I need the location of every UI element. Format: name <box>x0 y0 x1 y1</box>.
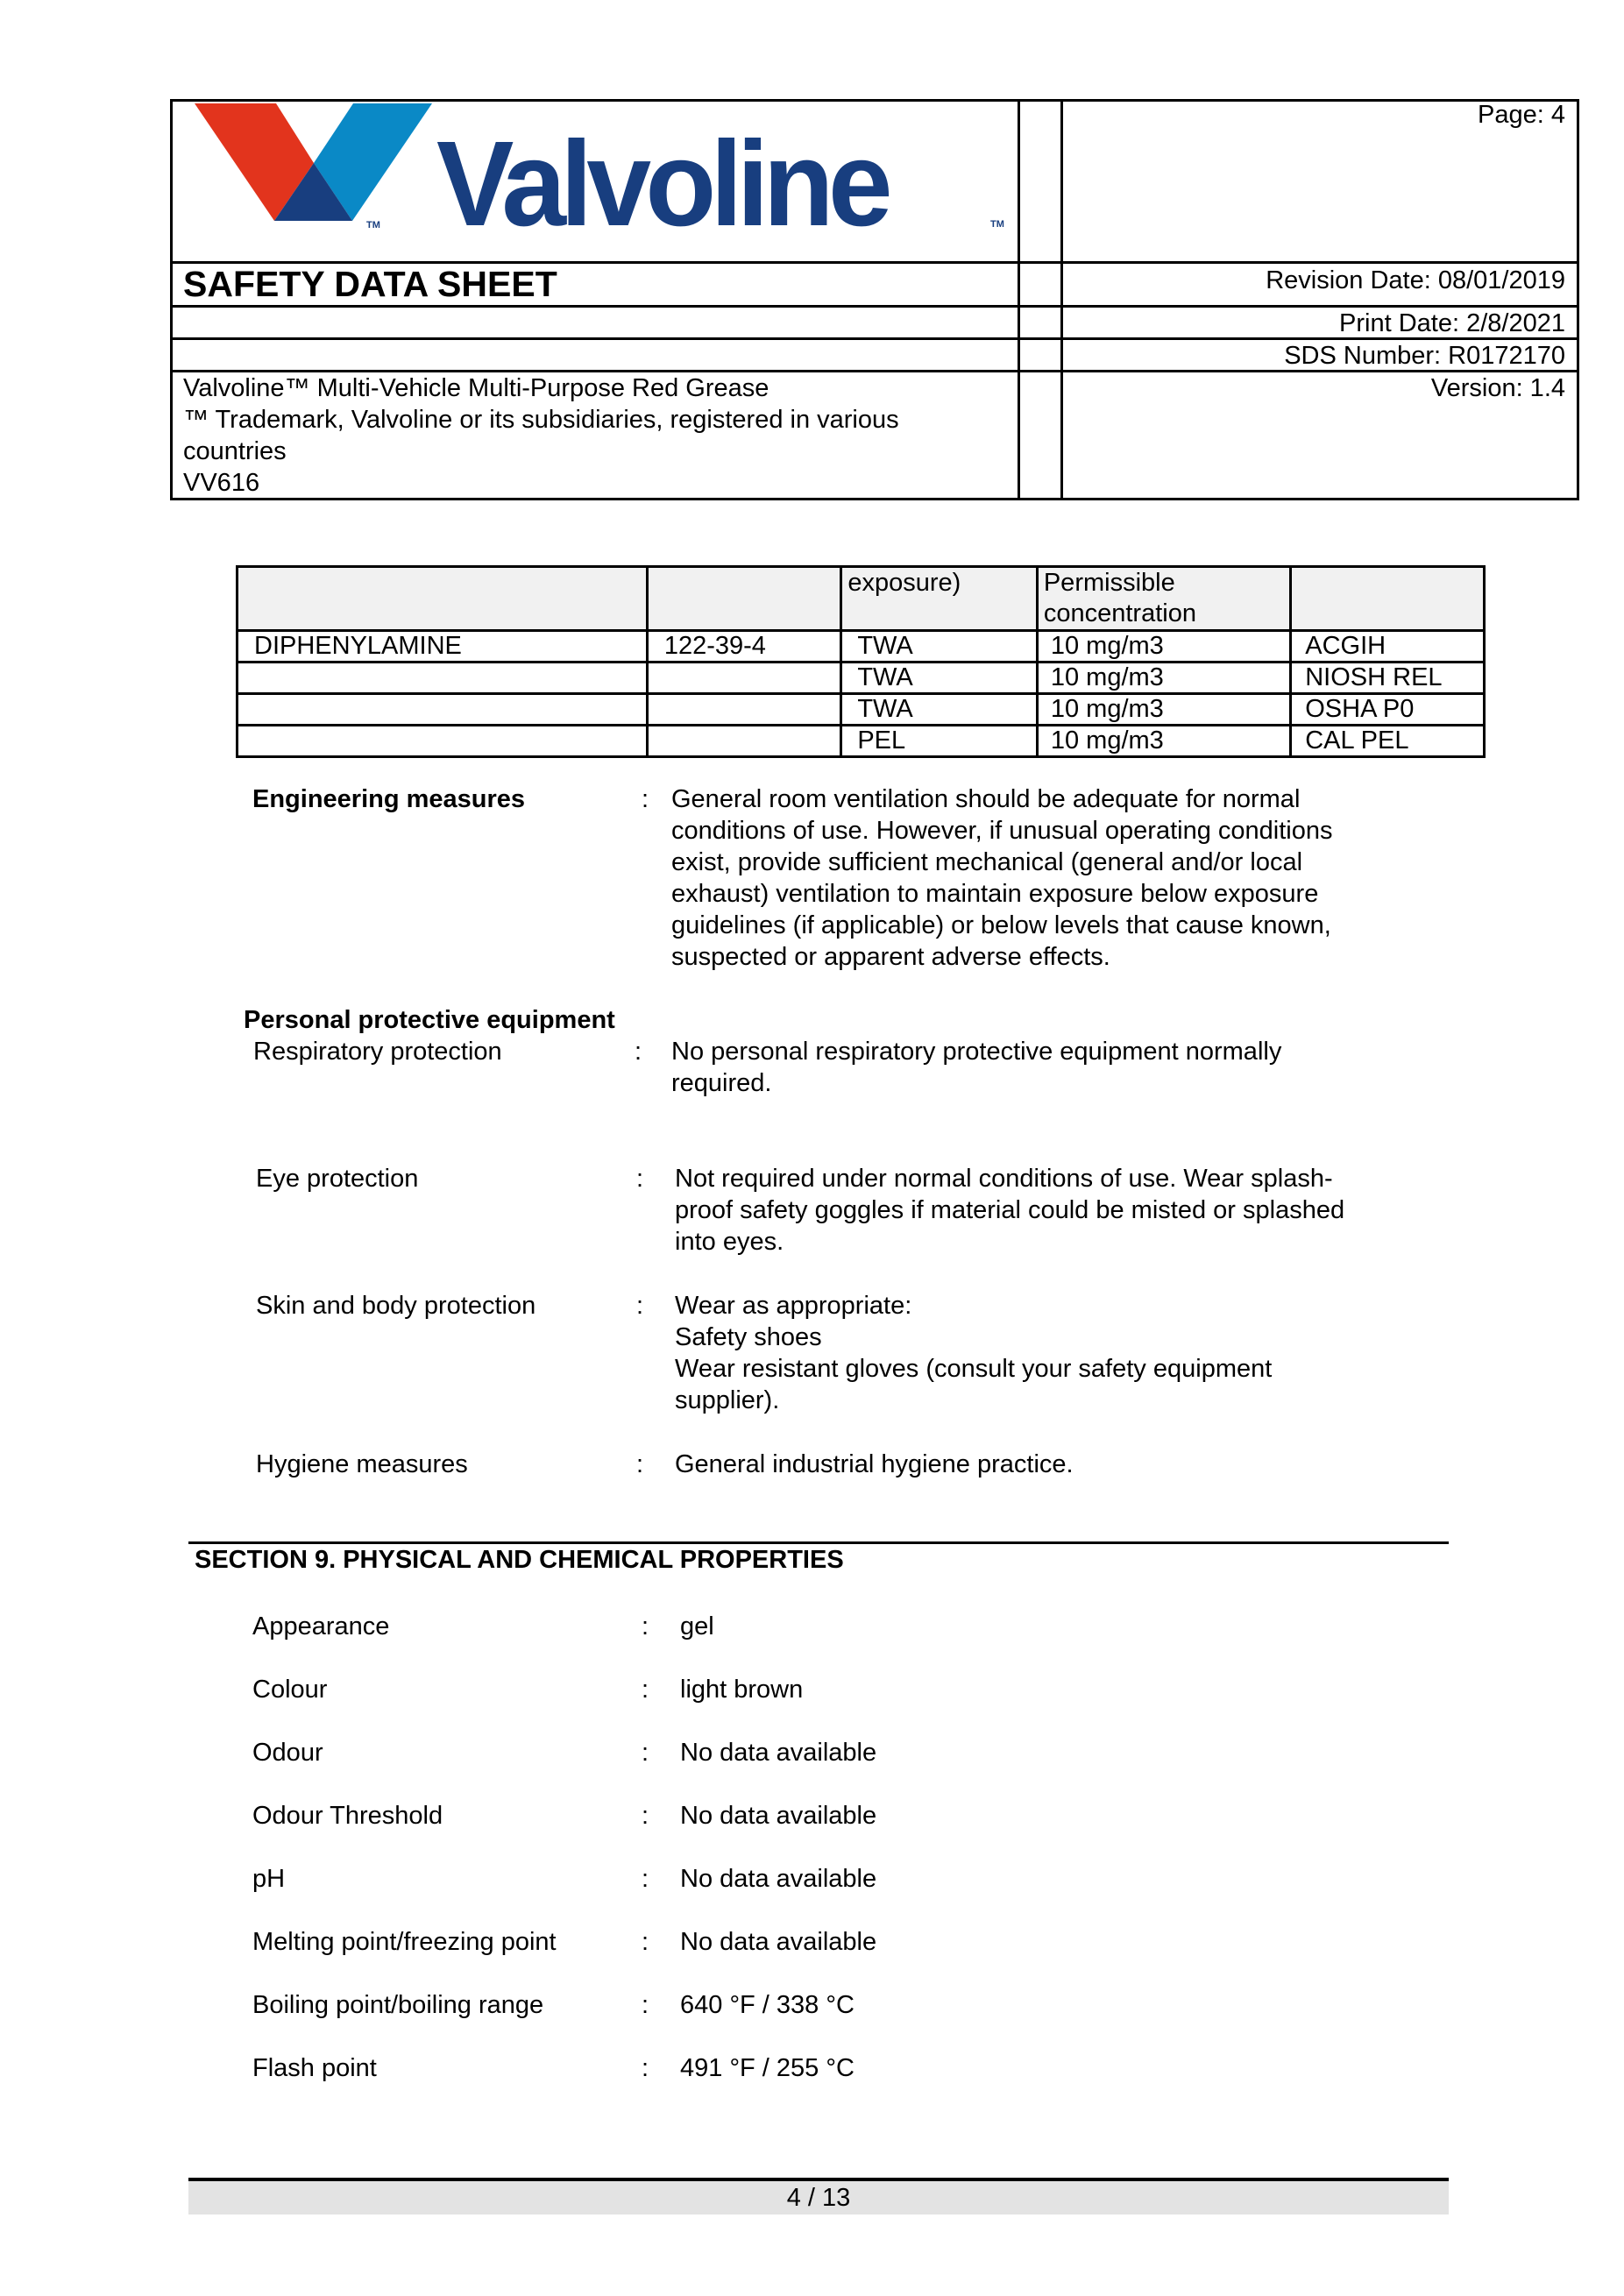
wordmark-tm: TM <box>990 219 1004 230</box>
header-cell-cas <box>647 567 841 631</box>
revision-date: Revision Date: 08/01/2019 <box>1266 266 1565 294</box>
header-divider-vertical-2 <box>1060 99 1063 500</box>
cell-component <box>238 694 648 726</box>
cell-component <box>238 726 648 757</box>
property-value-ph: No data available <box>680 1865 877 1893</box>
property-value-appearance: gel <box>680 1612 714 1641</box>
product-name: Valvoline™ Multi-Vehicle Multi-Purpose Red Grease <box>183 374 769 402</box>
valvoline-v-logo-icon <box>188 98 451 238</box>
cell-cas: 122-39-4 <box>647 631 841 663</box>
sds-number: SDS Number: R0172170 <box>1284 342 1565 370</box>
trademark-note: ™ Trademark, Valvoline or its subsidiaries, registered in various <box>183 406 899 434</box>
cell-value-type: TWA <box>841 694 1038 726</box>
cell-value-type: TWA <box>841 631 1038 663</box>
property-label-odour-threshold: Odour Threshold <box>252 1802 443 1830</box>
property-colon: : <box>642 1802 649 1830</box>
cell-basis: NIOSH REL <box>1291 663 1485 694</box>
property-colon: : <box>642 1928 649 1956</box>
cell-basis: OSHA P0 <box>1291 694 1485 726</box>
property-label-odour: Odour <box>252 1739 323 1767</box>
eye-protection-value: Not required under normal conditions of use. Wear splash- proof safety goggles if material could be misted or splashed into eyes. <box>675 1165 1345 1256</box>
property-label-appearance: Appearance <box>252 1612 390 1641</box>
property-value-flash-point: 491 °F / 255 °C <box>680 2054 855 2082</box>
engineering-measures-colon: : <box>642 785 649 813</box>
eye-protection-colon: : <box>636 1165 644 1193</box>
product-info <box>183 372 899 499</box>
cell-basis: ACGIH <box>1291 631 1485 663</box>
property-label-boiling-point: Boiling point/boiling range <box>252 1991 544 2019</box>
property-label-melting-point: Melting point/freezing point <box>252 1928 557 1956</box>
hygiene-measures-label: Hygiene measures <box>256 1450 468 1478</box>
header-cell-permissible-concentration: Permissible concentration <box>1037 567 1290 631</box>
hygiene-measures-colon: : <box>636 1450 644 1478</box>
cell-basis: CAL PEL <box>1291 726 1485 757</box>
header-divider-vertical-1 <box>1018 99 1020 500</box>
property-label-ph: pH <box>252 1865 286 1893</box>
cell-cas <box>647 694 841 726</box>
page-number: Page: 4 <box>1478 101 1565 129</box>
section-9-title: SECTION 9. PHYSICAL AND CHEMICAL PROPERTIES <box>195 1546 844 1574</box>
property-value-boiling-point: 640 °F / 338 °C <box>680 1991 855 2019</box>
section-divider <box>188 1541 1449 1544</box>
cell-component <box>238 663 648 694</box>
property-value-colour: light brown <box>680 1676 804 1704</box>
eye-protection-label: Eye protection <box>256 1165 419 1193</box>
ppe-heading: Personal protective equipment <box>244 1006 615 1034</box>
engineering-measures-value: General room ventilation should be adequate for normal conditions of use. However, if unusual operating conditions exist, provide sufficient mechanical (general and/or local exhaust) ventilation to maintain exposure below exposure guidelines (if applicable) or below levels that cause known, suspected or apparent adverse effects. <box>671 785 1333 971</box>
respiratory-protection-label: Respiratory protection <box>253 1038 502 1066</box>
cell-value-type: TWA <box>841 663 1038 694</box>
property-colon: : <box>642 1612 649 1641</box>
respiratory-protection-colon: : <box>635 1038 642 1066</box>
exposure-limits-table <box>236 565 1486 758</box>
page-indicator <box>188 2181 1449 2215</box>
property-colon: : <box>642 1865 649 1893</box>
property-colon: : <box>642 2054 649 2082</box>
engineering-measures-label: Engineering measures <box>252 785 526 813</box>
property-colon: : <box>642 1991 649 2019</box>
table-row <box>238 694 1485 726</box>
cell-concentration: 10 mg/m3 <box>1037 631 1290 663</box>
table-row <box>238 663 1485 694</box>
respiratory-protection-value: No personal respiratory protective equipment normally required. <box>671 1038 1282 1097</box>
svg-text:TM: TM <box>366 220 380 230</box>
print-date: Print Date: 2/8/2021 <box>1339 309 1565 337</box>
header-cell-value-type: exposure) <box>841 567 1038 631</box>
property-label-flash-point: Flash point <box>252 2054 377 2082</box>
table-header-row <box>238 567 1485 631</box>
page-indicator-text: 4 / 13 <box>786 2184 851 2212</box>
skin-body-protection-colon: : <box>636 1292 644 1320</box>
valvoline-wordmark: Valvoline <box>436 123 887 237</box>
header-cell-basis <box>1291 567 1485 631</box>
cell-concentration: 10 mg/m3 <box>1037 663 1290 694</box>
trademark-note-cont: countries <box>183 437 287 465</box>
cell-concentration: 10 mg/m3 <box>1037 694 1290 726</box>
cell-component: DIPHENYLAMINE <box>238 631 648 663</box>
table-row <box>238 726 1485 757</box>
property-value-odour: No data available <box>680 1739 877 1767</box>
skin-body-protection-value: Wear as appropriate: Safety shoes Wear resistant gloves (consult your safety equipment supplier). <box>675 1292 1273 1414</box>
skin-body-protection-label: Skin and body protection <box>256 1292 536 1320</box>
version: Version: 1.4 <box>1430 374 1565 402</box>
cell-cas <box>647 726 841 757</box>
cell-value-type: PEL <box>841 726 1038 757</box>
property-value-odour-threshold: No data available <box>680 1802 877 1830</box>
property-colon: : <box>642 1676 649 1704</box>
document-title: SAFETY DATA SHEET <box>183 264 557 304</box>
property-label-colour: Colour <box>252 1676 328 1704</box>
property-colon: : <box>642 1739 649 1767</box>
product-code: VV616 <box>183 469 260 497</box>
property-value-melting-point: No data available <box>680 1928 877 1956</box>
cell-concentration: 10 mg/m3 <box>1037 726 1290 757</box>
table-row <box>238 631 1485 663</box>
cell-cas <box>647 663 841 694</box>
header-cell-component <box>238 567 648 631</box>
hygiene-measures-value: General industrial hygiene practice. <box>675 1450 1074 1478</box>
